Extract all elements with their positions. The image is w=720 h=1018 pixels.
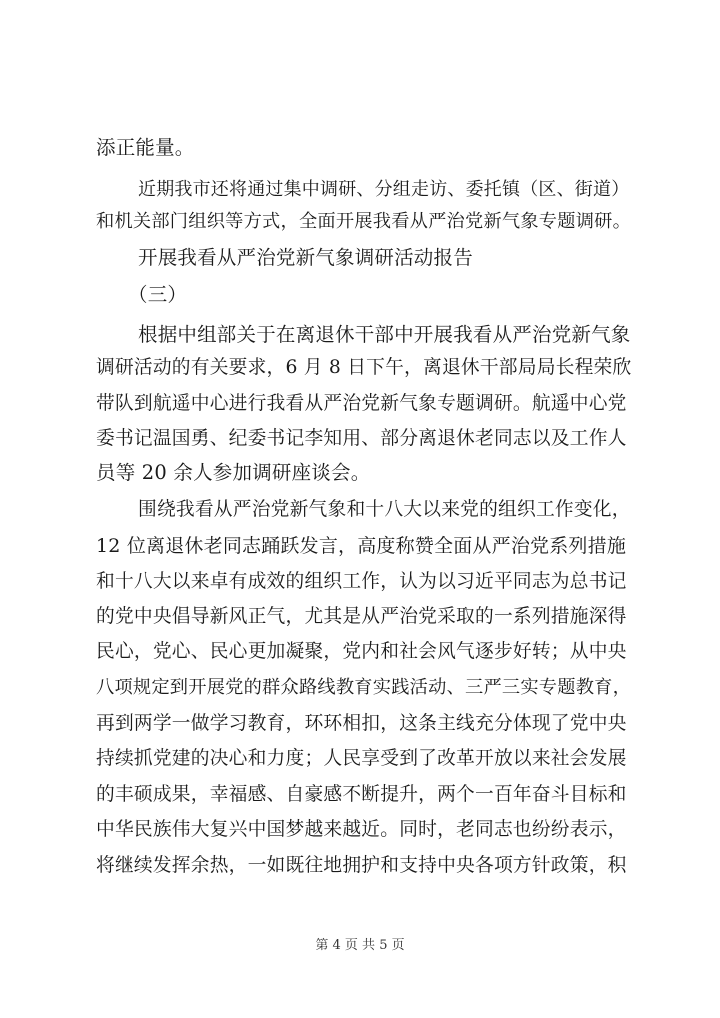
text-line: 的党中央倡导新风正气，尤其是从严治党采取的一系列措施深得 bbox=[96, 606, 627, 627]
text-line: 和十八大以来卓有成效的组织工作，认为以习近平同志为总书记 bbox=[96, 571, 627, 592]
page-number-footer: 第 4 页 共 5 页 bbox=[315, 938, 405, 953]
text-line: 员等 20 余人参加调研座谈会。 bbox=[96, 461, 371, 484]
text-line: 围绕我看从严治党新气象和十八大以来党的组织工作变化， bbox=[138, 499, 631, 520]
text-line: 带队到航遥中心进行我看从严治党新气象专题调研。航遥中心党 bbox=[96, 393, 627, 414]
heading-line: 开展我看从严治党新气象调研活动报告 bbox=[138, 246, 473, 269]
text-line: 民心，党心、民心更加凝聚，党内和社会风气逐步好转；从中央 bbox=[96, 641, 627, 662]
text-line: 12 位离退休老同志踊跃发言，高度称赞全面从严治党系列措施 bbox=[96, 535, 627, 557]
text-line: 添正能量。 bbox=[96, 136, 195, 159]
text-line: 委书记温国勇、纪委书记李知用、部分离退休老同志以及工作人 bbox=[96, 428, 627, 449]
text-line: 调研活动的有关要求，6 月 8 日下午，离退休干部局局长程荣欣 bbox=[96, 357, 632, 378]
text-line: 持续抓党建的决心和力度；人民享受到了改革开放以来社会发展 bbox=[96, 748, 627, 769]
heading-line: （三） bbox=[128, 283, 188, 306]
text-line: 近期我市还将通过集中调研、分组走访、委托镇（区、街道） bbox=[138, 179, 630, 200]
text-line: 八项规定到开展党的群众路线教育实践活动、三严三实专题教育， bbox=[96, 677, 632, 698]
text-line: 将继续发挥余热，一如既往地拥护和支持中央各项方针政策，积 bbox=[96, 855, 627, 876]
text-line: 中华民族伟大复兴中国梦越来越近。同时，老同志也纷纷表示， bbox=[96, 819, 627, 840]
text-line: 再到两学一做学习教育，环环相扣，这条主线充分体现了党中央 bbox=[96, 713, 627, 734]
text-line: 和机关部门组织等方式，全面开展我看从严治党新气象专题调研。 bbox=[96, 211, 632, 232]
text-line: 的丰硕成果，幸福感、自豪感不断提升，两个一百年奋斗目标和 bbox=[96, 784, 627, 805]
text-line: 根据中组部关于在离退休干部中开展我看从严治党新气象 bbox=[138, 323, 631, 346]
